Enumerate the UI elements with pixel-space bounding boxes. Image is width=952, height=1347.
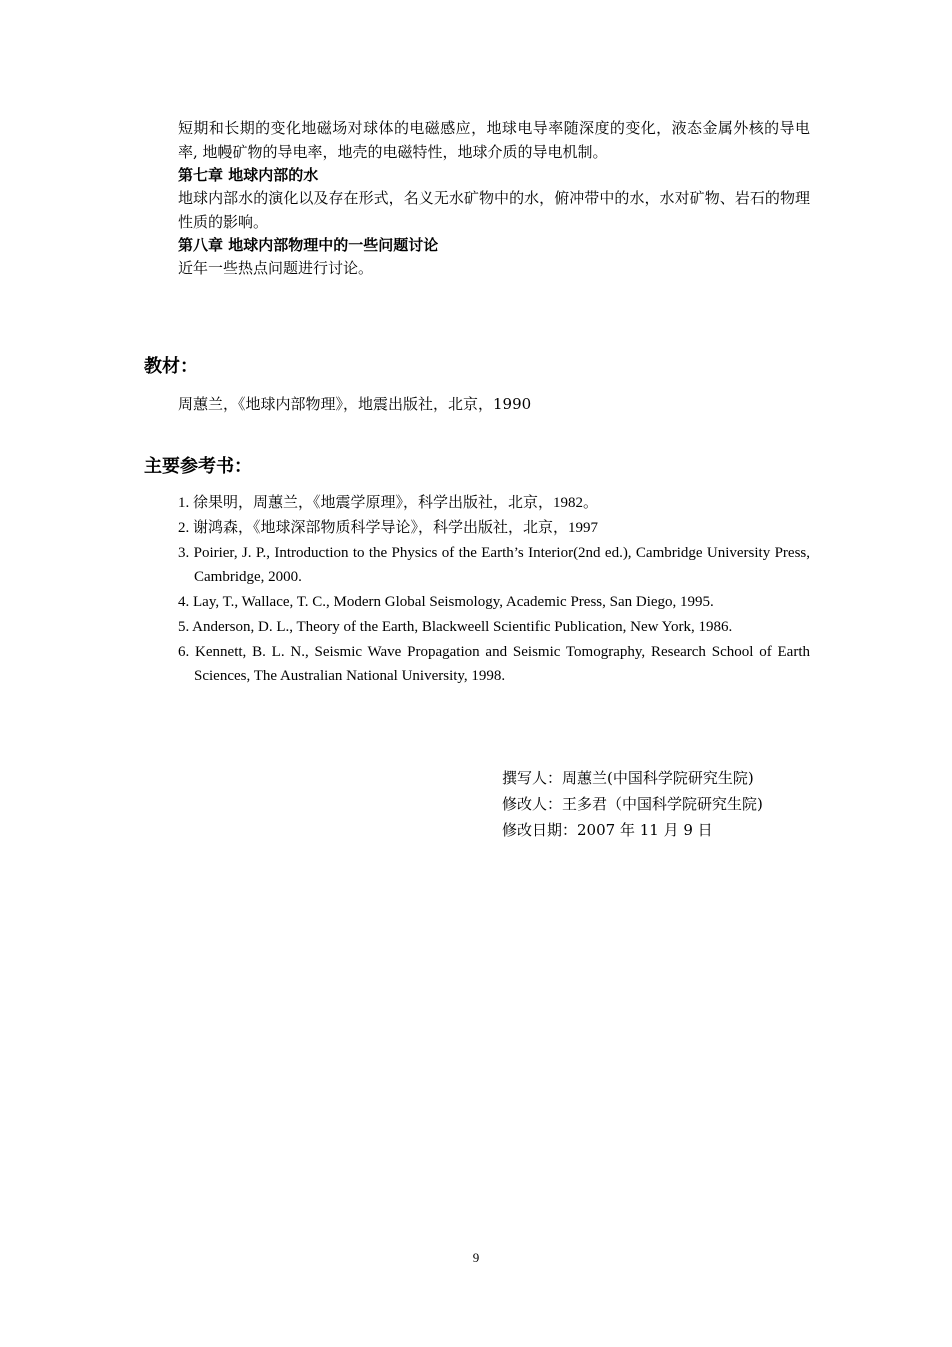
- reference-item: 6. Kennett, B. L. N., Seismic Wave Propagation and Seismic Tomography, Research School of Earth Sciences, The Australian National University, 1998.: [178, 644, 810, 684]
- author-line: 撰写人：周蕙兰(中国科学院研究生院): [502, 769, 754, 787]
- chapter7-paragraph: 地球内部水的演化以及存在形式，名义无水矿物中的水，俯冲带中的水，水对矿物、岩石的物理性质的影响。: [178, 189, 810, 231]
- reviser-line: 修改人：王多君（中国科学院研究生院): [502, 795, 763, 813]
- chapter6-paragraph: 短期和长期的变化地磁场对球体的电磁感应，地球电导率随深度的变化，液态金属外核的导电率, 地幔矿物的导电率，地壳的电磁特性，地球介质的导电机制。: [178, 119, 810, 161]
- chapter8-title: 第八章 地球内部物理中的一些问题讨论: [178, 236, 439, 254]
- textbook-section: [178, 392, 810, 416]
- reference-item: 5. Anderson, D. L., Theory of the Earth, Blackweell Scientific Publication, New York, 1986.: [178, 619, 733, 635]
- reference-item: 3. Poirier, J. P., Introduction to the Physics of the Earth’s Interior(2nd ed.), Cambridge University Press, Cambridge, 2000.: [178, 545, 810, 585]
- reference-item: 4. Lay, T., Wallace, T. C., Modern Global Seismology, Academic Press, San Diego, 1995.: [178, 594, 714, 610]
- chapter7-title: 第七章 地球内部的水: [178, 166, 319, 184]
- revision-date-line: 修改日期：2007 年 11 月 9 日: [502, 821, 713, 839]
- chapter8-paragraph: 近年一些热点问题进行讨论。: [178, 259, 374, 277]
- textbook-entry: 周蕙兰，《地球内部物理》，地震出版社，北京，1990: [178, 395, 532, 413]
- references-heading: 主要参考书：: [144, 456, 252, 477]
- signature-block: [502, 765, 832, 843]
- reference-list: [178, 491, 810, 688]
- textbook-heading: 教材：: [144, 356, 198, 377]
- page-number: 9: [472, 1250, 480, 1265]
- references-section: [178, 491, 810, 689]
- chapter-content: [178, 116, 810, 280]
- reference-item: 1. 徐果明，周蕙兰，《地震学原理》，科学出版社，北京，1982。: [178, 495, 599, 511]
- reference-item: 2. 谢鸿森，《地球深部物质科学导论》，科学出版社，北京，1997: [178, 520, 599, 536]
